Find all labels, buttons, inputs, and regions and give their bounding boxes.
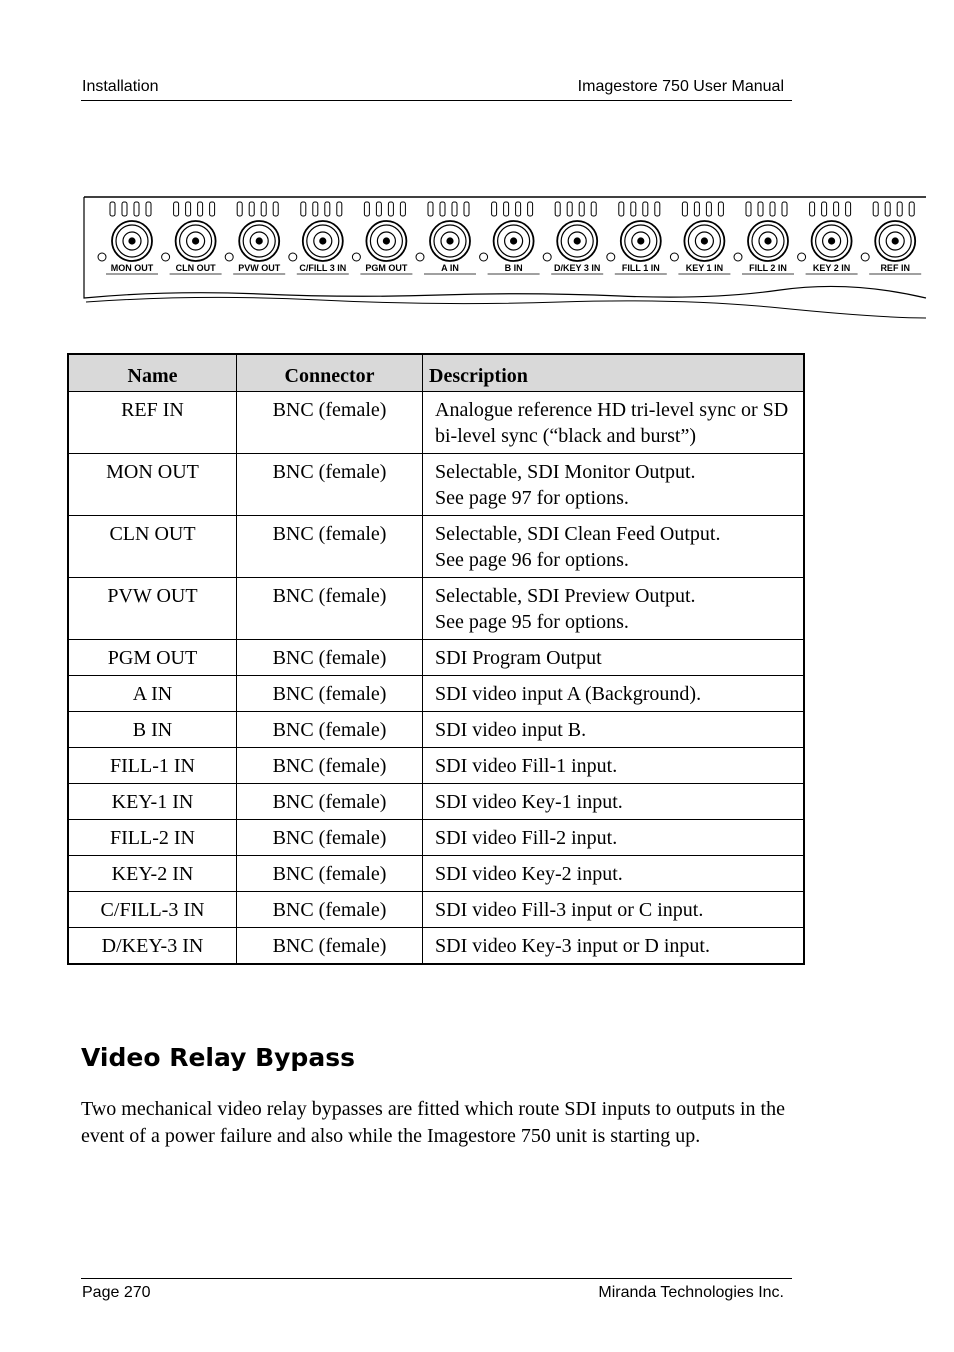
bnc-connector: [162, 202, 222, 274]
connector-label: CLN OUT: [175, 263, 216, 273]
cell-name: C/FILL-3 IN: [68, 891, 237, 927]
description-line: Selectable, SDI Monitor Output.: [435, 460, 696, 483]
cell-name: FILL-2 IN: [68, 819, 237, 855]
bnc-connector: [416, 202, 476, 274]
connector-label: PGM OUT: [365, 263, 408, 273]
rear-panel-diagram: [80, 190, 928, 325]
connector-label: D/KEY 3 IN: [554, 263, 601, 273]
table-row: [68, 927, 804, 964]
table-row: [68, 391, 804, 453]
header-section-title: Installation: [82, 78, 159, 95]
cell-name: FILL-1 IN: [68, 747, 237, 783]
connector-label: KEY 2 IN: [812, 263, 851, 273]
cell-description: [423, 639, 805, 675]
table-header-row: [68, 354, 804, 391]
cell-name: KEY-2 IN: [68, 855, 237, 891]
description-line: SDI video Fill-2 input.: [435, 826, 618, 849]
description-line: SDI video input A (Background).: [435, 682, 702, 705]
description-line: Selectable, SDI Preview Output.: [435, 584, 696, 607]
cell-description: [423, 819, 805, 855]
bnc-connector: [734, 202, 794, 274]
description-line: Analogue reference HD tri-level sync or SD: [435, 398, 789, 421]
connector-label: C/FILL 3 IN: [299, 263, 347, 273]
description-line: Selectable, SDI Clean Feed Output.: [435, 522, 721, 545]
header-manual-title: Imagestore 750 User Manual: [577, 78, 784, 95]
page-footer: [81, 1278, 792, 1307]
cell-name: MON OUT: [68, 453, 237, 515]
section-heading: Video Relay Bypass: [81, 1043, 355, 1072]
table-row: [68, 675, 804, 711]
connector-label: REF IN: [880, 263, 910, 273]
bnc-connector: [798, 202, 858, 274]
connector-label: FILL 2 IN: [749, 263, 787, 273]
cell-connector: BNC (female): [237, 819, 423, 855]
description-line: See page 95 for options.: [435, 610, 629, 633]
connector-label: B IN: [504, 263, 523, 273]
cell-description: [423, 391, 805, 453]
description-line: bi-level sync (“black and burst”): [435, 424, 697, 447]
bnc-connector: [225, 202, 285, 274]
col-header-description: Description: [423, 354, 805, 391]
cell-name: REF IN: [68, 391, 237, 453]
cell-connector: BNC (female): [237, 515, 423, 577]
bnc-connector: [543, 202, 603, 274]
col-header-connector: Connector: [237, 354, 423, 391]
cell-description: [423, 675, 805, 711]
table-row: [68, 453, 804, 515]
cell-description: [423, 855, 805, 891]
cell-description: [423, 783, 805, 819]
cell-description: [423, 927, 805, 964]
cell-description: [423, 891, 805, 927]
description-line: See page 96 for options.: [435, 548, 629, 571]
connector-label: KEY 1 IN: [685, 263, 724, 273]
table-row: [68, 819, 804, 855]
bnc-connector: [289, 202, 349, 274]
bnc-connector: [480, 202, 540, 274]
connector-table: [67, 353, 805, 965]
footer-company: Miranda Technologies Inc.: [598, 1284, 784, 1301]
cell-connector: BNC (female): [237, 927, 423, 964]
table-row: [68, 747, 804, 783]
description-line: SDI video Key-2 input.: [435, 862, 623, 885]
bnc-connector: [352, 202, 412, 274]
cell-name: B IN: [68, 711, 237, 747]
description-line: SDI video Key-1 input.: [435, 790, 623, 813]
cell-connector: BNC (female): [237, 855, 423, 891]
cell-description: [423, 577, 805, 639]
bnc-connector: [607, 202, 667, 274]
cell-description: [423, 747, 805, 783]
cell-description: [423, 515, 805, 577]
table-row: [68, 783, 804, 819]
cell-name: PVW OUT: [68, 577, 237, 639]
description-line: SDI video input B.: [435, 718, 587, 741]
col-header-name: Name: [68, 354, 237, 391]
table-row: [68, 515, 804, 577]
bnc-connector: [861, 202, 921, 274]
connector-label: A IN: [441, 263, 459, 273]
description-line: See page 97 for options.: [435, 486, 629, 509]
table-row: [68, 711, 804, 747]
cell-description: [423, 453, 805, 515]
cell-name: KEY-1 IN: [68, 783, 237, 819]
table-row: [68, 577, 804, 639]
footer-page-number: Page 270: [82, 1284, 151, 1301]
cell-connector: BNC (female): [237, 711, 423, 747]
cell-connector: BNC (female): [237, 639, 423, 675]
description-line: SDI video Key-3 input or D input.: [435, 934, 710, 957]
cell-connector: BNC (female): [237, 391, 423, 453]
connector-label: MON OUT: [110, 263, 154, 273]
cell-connector: BNC (female): [237, 453, 423, 515]
section-paragraph: Two mechanical video relay bypasses are fitted which route SDI inputs to outputs in the event of a power failure and also while the Imagestore 750 unit is starting up.: [81, 1098, 785, 1147]
cell-connector: BNC (female): [237, 675, 423, 711]
cell-description: [423, 711, 805, 747]
cell-connector: BNC (female): [237, 891, 423, 927]
description-line: SDI video Fill-3 input or C input.: [435, 898, 704, 921]
cell-name: A IN: [68, 675, 237, 711]
cell-connector: BNC (female): [237, 783, 423, 819]
description-line: SDI Program Output: [435, 646, 602, 669]
cell-name: PGM OUT: [68, 639, 237, 675]
cell-connector: BNC (female): [237, 747, 423, 783]
connector-label: PVW OUT: [238, 263, 281, 273]
page-header: [81, 76, 792, 101]
table-row: [68, 855, 804, 891]
bnc-connector: [670, 202, 730, 274]
table-row: [68, 891, 804, 927]
table-row: [68, 639, 804, 675]
cell-name: CLN OUT: [68, 515, 237, 577]
cell-name: D/KEY-3 IN: [68, 927, 237, 964]
connector-label: FILL 1 IN: [621, 263, 660, 273]
bnc-connector: [98, 202, 158, 274]
cell-connector: BNC (female): [237, 577, 423, 639]
description-line: SDI video Fill-1 input.: [435, 754, 618, 777]
